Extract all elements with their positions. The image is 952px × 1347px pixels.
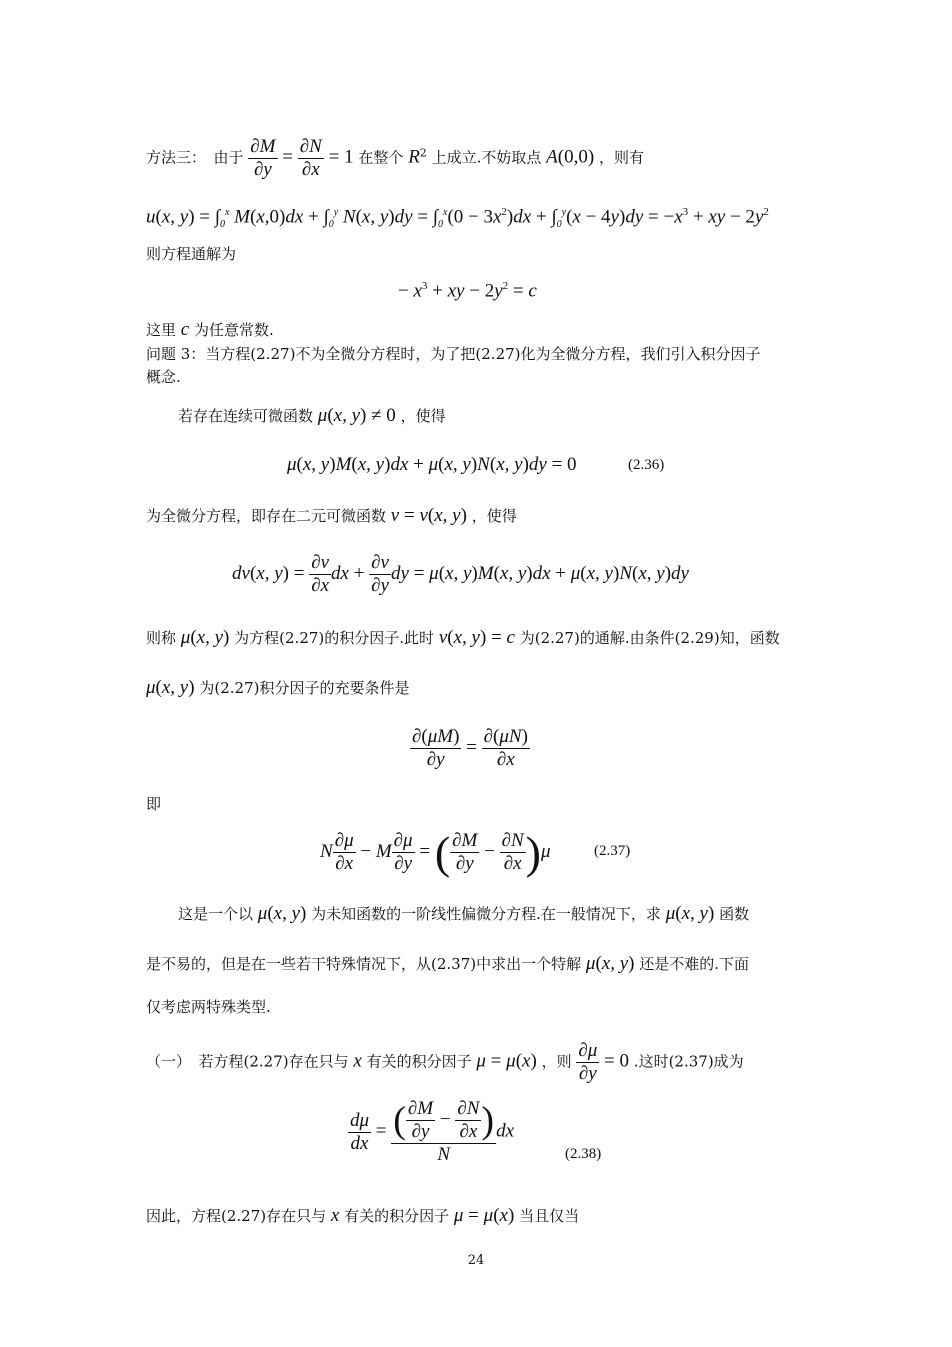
pde-description-line: 这是一个以 μ(x, y) 为未知函数的一阶线性偏微分方程.在一般情况下，求 μ(x, y) 函数	[178, 903, 750, 924]
equation-2-38: $\frac{d\mu}{dx}$ = ( $\frac{\partial M}{\partial y}$ − $\frac{\partial N}{\partial x}$ ) N dx	[350, 1098, 515, 1165]
case-one-line: （一） 若方程(2.27)存在只与 x 有关的积分因子 μ = μ(x) ，则 $\frac{\partial\mu}{\partial y}$ = 0 .这时(2.37)成为	[146, 1040, 744, 1084]
equation-u: u(x, $y) = \int_0^x$ $M(x,0)dx + \int_0^y$ N(x, $y)dy = \int_0^x(0 - 3x^2)dx + \int_0^y(x - 4y)dy = -x^3$ + xy − $2y^2$	[146, 206, 769, 231]
frac-dM-dy: $\frac{\partial M}{\partial y}$	[250, 136, 276, 180]
hence-line: 因此，方程(2.27)存在只与 x 有关的积分因子 μ = μ(x) 当且仅当	[146, 1205, 580, 1226]
question-3-line2: 概念.	[146, 368, 181, 386]
question-3-line1: 问题 3：当方程(2.27)不为全微分方程时，为了把(2.27)化为全微分方程，我们引入积分因子	[146, 345, 761, 363]
special-solution-line: 是不易的，但是在一些若干特殊情况下，从(2.37)中求出一个特解 μ(x, y) 还是不难的.下面	[146, 953, 750, 974]
equation-condition: $\frac{\partial(\mu M)}{\partial y}$ = $\frac{\partial(\mu N)}{\partial x}$	[412, 726, 528, 770]
full-differential-line: 为全微分方程，即存在二元可微函数 v = v(x, y) ，使得	[146, 505, 517, 526]
frac-dv-dx: $\frac{\partial v}{\partial x}$	[311, 552, 330, 596]
equation-dv: dv(x, y) = $\frac{\partial v}{\partial x}$ dx + $\frac{\partial v}{\partial y}$ dy = μ(x, y)M(x, y)dx + μ(x, y)N(x, y)dy	[232, 552, 689, 596]
two-types-line: 仅考虑两特殊类型.	[146, 998, 271, 1016]
method-three-line: 方法三： 由于 $\frac{\partial M}{\partial y}$ = $\frac{\partial N}{\partial x}$ = 1 在整个 $R^2$ 上成立.不妨取点 A(0,0) ，则有	[146, 136, 644, 180]
page-number: 24	[467, 1253, 485, 1268]
frac-dv-dy: $\frac{\partial v}{\partial y}$	[371, 552, 389, 596]
tag-2-36: (2.36)	[628, 457, 665, 473]
general-solution-intro: 则方程通解为	[146, 245, 237, 263]
ji-label: 即	[146, 795, 162, 813]
necessary-sufficient-line: μ(x, y) 为(2.27)积分因子的充要条件是	[146, 677, 410, 698]
tag-2-38: (2.38)	[565, 1146, 602, 1162]
integrating-factor-definition: 则称 μ(x, y) 为方程(2.27)的积分因子.此时 v(x, y) = c 为(2.27)的通解.由条件(2.29)知，函数	[146, 627, 780, 648]
exists-function-line: 若存在连续可微函数 μ(x, y) ≠ 0 ，使得	[178, 405, 446, 426]
tag-2-37: (2.37)	[594, 843, 631, 859]
equation-2-37: N $\frac{\partial\mu}{\partial x}$ − M $\frac{\partial\mu}{\partial y}$ = ( $\frac{\partial M}{\partial y}$ − $\frac{\partial N}{\partial x}$ )μ	[320, 827, 551, 878]
equation-general-solution: − $x^3$ + xy − $2y^2 = c$	[398, 280, 537, 302]
frac-dN-dx: $\frac{\partial N}{\partial x}$	[299, 136, 322, 180]
c-note: 这里 c 为任意常数.	[146, 319, 274, 340]
equation-2-36: μ(x, y)M(x, y)dx + μ(x, y)N(x, y)dy = 0	[287, 454, 577, 475]
